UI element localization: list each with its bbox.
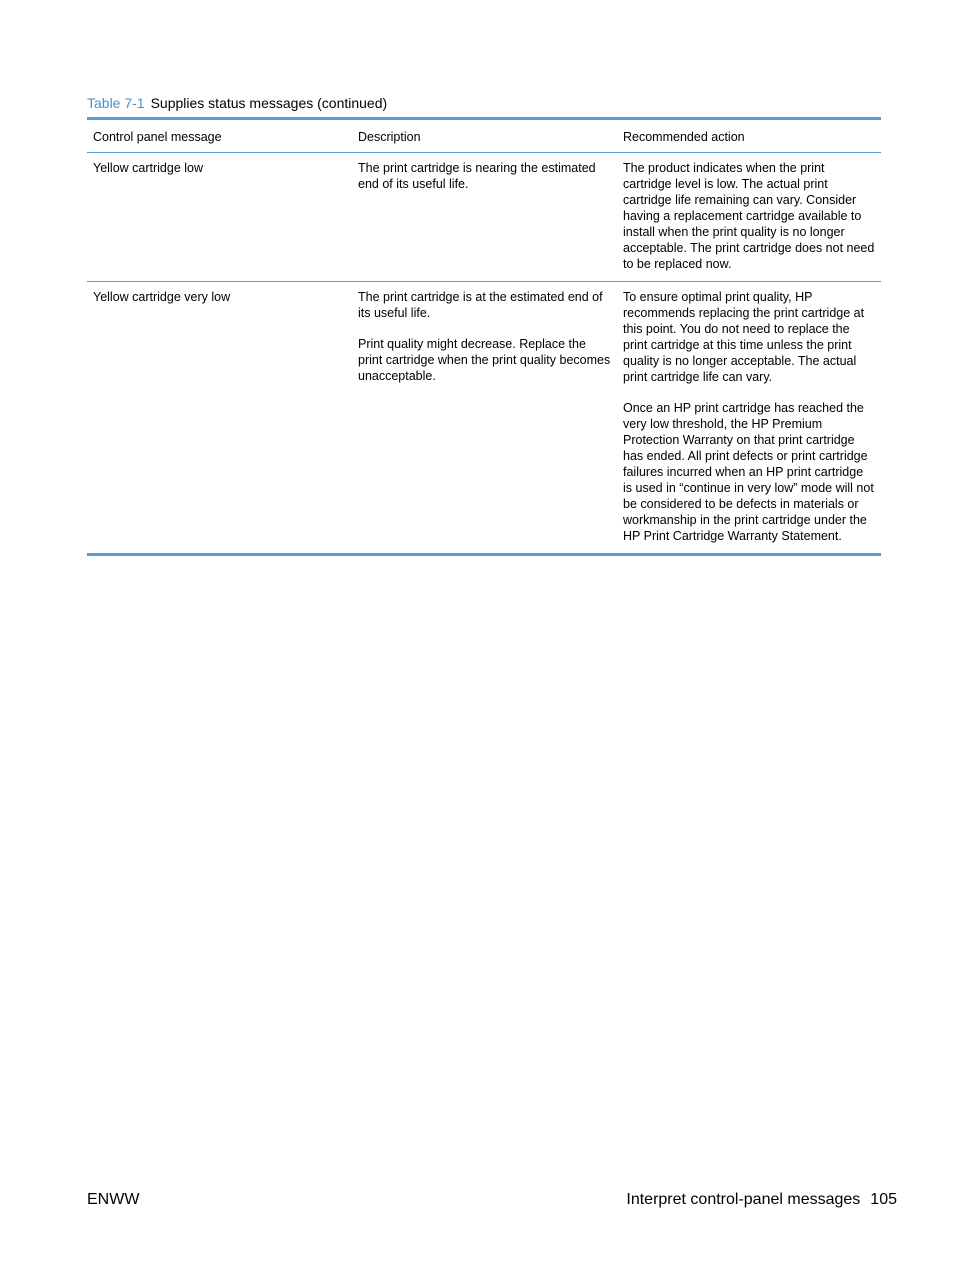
footer-locale: ENWW (87, 1191, 140, 1208)
action-text: The product indicates when the print cartridge level is low. The actual print cartridge life remaining can vary. Consider having a replacement cartridge available to install when the print quality is no longer acceptable. The print cartridge does not need to be replaced now. (623, 161, 875, 271)
page-number: 105 (870, 1191, 897, 1208)
action-text: Once an HP print cartridge has reached the very low threshold, the HP Premium Protection Warranty on that print cartridge has ended. All print defects or print cartridge failures incurred when an HP print cartridge is used in “continue in very low” mode will not be considered to be defects in materials or workmanship in the print cartridge under the HP Print Cartridge Warranty Statement. (623, 401, 874, 543)
description-text: The print cartridge is nearing the estimated end of its useful life. (358, 161, 596, 191)
header-control-panel-message: Control panel message (87, 119, 352, 153)
message-cell (87, 153, 352, 282)
message-cell (87, 282, 352, 555)
table-row (87, 282, 881, 555)
header-description: Description (352, 119, 617, 153)
control-panel-message: Yellow cartridge very low (93, 290, 231, 304)
table-number: Table 7-1 (87, 95, 145, 111)
header-recommended-action: Recommended action (617, 119, 881, 153)
table-caption (87, 95, 387, 111)
control-panel-message: Yellow cartridge low (93, 161, 204, 175)
description-cell (352, 282, 617, 555)
action-cell (617, 282, 881, 555)
footer-section-title: Interpret control-panel messages (626, 1191, 861, 1208)
table-header-row (87, 119, 881, 153)
description-text: Print quality might decrease. Replace the print cartridge when the print quality becomes unacceptable. (358, 337, 611, 383)
supplies-status-table (87, 117, 881, 556)
table-title: Supplies status messages (continued) (150, 95, 388, 111)
description-cell (352, 153, 617, 282)
footer-section (626, 1191, 897, 1209)
action-text: To ensure optimal print quality, HP recommends replacing the print cartridge at this point. You do not need to replace the print cartridge at this time unless the print quality is no longer acceptable. The actual print cartridge life can vary. (623, 290, 865, 384)
action-cell (617, 153, 881, 282)
table-row (87, 153, 881, 282)
description-text: The print cartridge is at the estimated end of its useful life. (358, 290, 603, 320)
